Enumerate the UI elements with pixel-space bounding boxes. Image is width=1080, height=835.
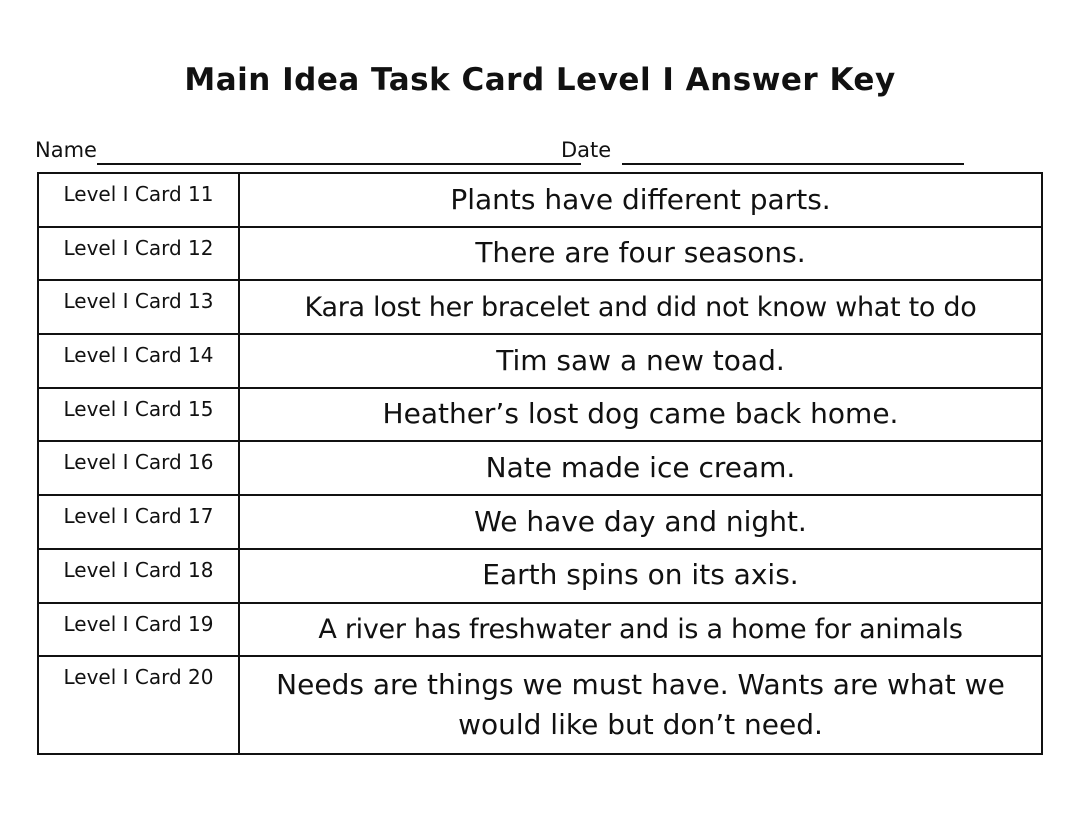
card-label: Level I Card 16 [38,441,239,495]
table-row [38,656,1042,754]
answer-text: Needs are things we must have. Wants are what we would like but don’t need. [239,656,1042,754]
answer-text: We have day and night. [239,495,1042,549]
name-field-line [97,163,581,165]
page-title: Main Idea Task Card Level I Answer Key [184,62,896,98]
date-field-line [622,163,964,165]
date-label: Date [561,138,612,162]
answer-text: Kara lost her bracelet and did not know what to do [239,280,1042,334]
answer-text: Nate made ice cream. [239,441,1042,495]
table-row [38,549,1042,603]
answer-text: Heather’s lost dog came back home. [239,388,1042,442]
card-label: Level I Card 17 [38,495,239,549]
answer-text: A river has freshwater and is a home for animals [239,603,1042,657]
card-label: Level I Card 11 [38,173,239,227]
table-row [38,495,1042,549]
table-row [38,280,1042,334]
card-label: Level I Card 19 [38,603,239,657]
answer-text: Plants have different parts. [239,173,1042,227]
card-label: Level I Card 15 [38,388,239,442]
answer-text: There are four seasons. [239,227,1042,281]
table-row [38,603,1042,657]
name-date-row [35,138,975,168]
card-label: Level I Card 20 [38,656,239,754]
answer-text: Tim saw a new toad. [239,334,1042,388]
card-label: Level I Card 14 [38,334,239,388]
answer-key-table [37,172,1043,755]
answer-text: Earth spins on its axis. [239,549,1042,603]
table-row [38,388,1042,442]
table-row [38,334,1042,388]
card-label: Level I Card 18 [38,549,239,603]
card-label: Level I Card 12 [38,227,239,281]
table-row [38,441,1042,495]
card-label: Level I Card 13 [38,280,239,334]
table-row [38,173,1042,227]
table-row [38,227,1042,281]
name-label: Name [35,138,97,162]
